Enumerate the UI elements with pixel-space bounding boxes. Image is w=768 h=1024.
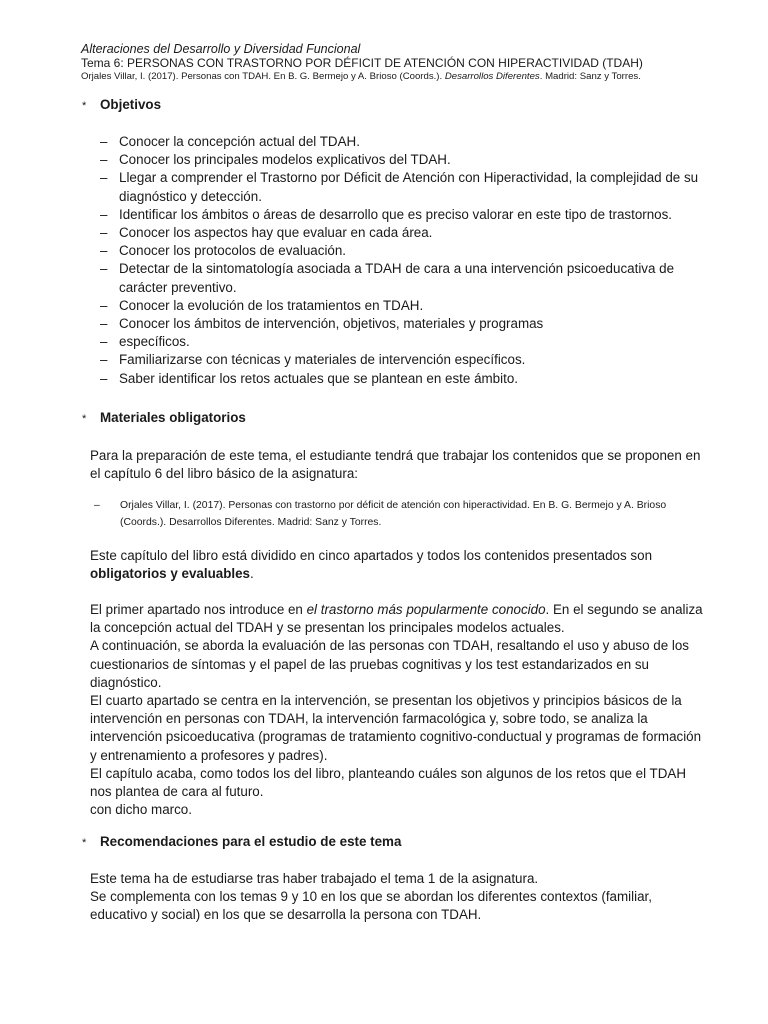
paragraph <box>90 547 710 583</box>
list-dash: – <box>100 316 108 332</box>
section-heading-text: Materiales obligatorios <box>100 410 246 425</box>
section-heading-objetivos <box>82 97 161 112</box>
paragraph: Para la preparación de este tema, el estudiante tendrá que trabajar los contenidos que se proponen en el capítulo 6 del libro básico de la asignatura: <box>90 448 701 482</box>
list-item <box>100 224 710 242</box>
list-item <box>100 242 710 260</box>
list-dash: – <box>100 334 108 350</box>
header-reference-suffix: . Madrid: Sanz y Torres. <box>539 71 641 82</box>
section-bullet: * <box>82 837 87 849</box>
list-item-text: específicos. <box>119 334 190 350</box>
list-item-text: Conocer la concepción actual del TDAH. <box>119 134 360 149</box>
list-dash: – <box>100 370 108 386</box>
list-dash: – <box>94 500 100 511</box>
list-item-text: Saber identificar los retos actuales que se plantean en este ámbito. <box>119 370 518 386</box>
list-item <box>100 206 710 224</box>
paragraph-text: El primer apartado nos introduce en <box>90 602 307 617</box>
reference-text: Orjales Villar, I. (2017). Personas con trastorno por déficit de atención con hiperactividad. En B. G. Bermejo y A. Brioso (Coords.). Desarrollos Diferentes. Madrid: Sanz y Torres. <box>120 500 667 528</box>
course-title: Alteraciones del Desarrollo y Diversidad Funcional <box>81 42 361 56</box>
list-item-text: Conocer los aspectos hay que evaluar en cada área. <box>119 225 433 241</box>
emphasis-text: obligatorios y evaluables <box>90 566 250 582</box>
list-dash: – <box>100 261 108 277</box>
paragraph: con dicho marco. <box>90 802 192 818</box>
list-item <box>100 151 710 169</box>
topic-title: Tema 6: PERSONAS CON TRASTORNO POR DÉFICIT DE ATENCIÓN CON HIPERACTIVIDAD (TDAH) <box>81 56 643 70</box>
chapter-division <box>90 547 710 583</box>
list-dash: – <box>100 134 108 149</box>
header-reference-book-title: Desarrollos Diferentes <box>444 71 540 82</box>
section-heading-text: Recomendaciones para el estudio de este tema <box>100 834 402 849</box>
chapter-summary <box>90 601 710 819</box>
italic-text: el trastorno más popularmente conocido <box>306 602 546 617</box>
list-dash: – <box>100 297 108 313</box>
paragraph: Se complementa con los temas 9 y 10 en los que se abordan los diferentes contextos (familiar, educativo y social) en los que se desarrolla la persona con TDAH. <box>90 889 652 923</box>
list-item <box>100 333 710 351</box>
list-item-text: Identificar los ámbitos o áreas de desarrollo que es preciso valorar en este tipo de trastornos. <box>119 206 673 222</box>
section-bullet: * <box>82 413 87 425</box>
header-reference-prefix: Orjales Villar, I. (2017). Personas con TDAH. En B. G. Bermejo y A. Brioso (Coords.). <box>81 71 445 82</box>
list-item <box>100 297 710 315</box>
study-recommendations <box>90 870 710 925</box>
paragraph: A continuación, se aborda la evaluación de las personas con TDAH, resaltando el uso y abuso de los cuestionarios de síntomas y el papel de las pruebas cognitivas y los test estandarizados en su diagnóstico. <box>90 638 689 690</box>
objectives-list <box>100 133 710 388</box>
paragraph: El capítulo acaba, como todos los del libro, planteando cuáles son algunos de los retos que el TDAH nos plantea de cara al futuro. <box>90 765 687 800</box>
list-dash: – <box>100 243 108 259</box>
paragraph-text: . En el segundo se analiza la concepción actual del TDAH y se presentan los principales modelos actuales. <box>90 602 703 636</box>
list-item <box>100 370 710 388</box>
list-dash: – <box>100 206 108 222</box>
section-heading-text: Objetivos <box>100 97 162 112</box>
paragraph-end: . <box>250 566 254 582</box>
list-item <box>100 133 710 151</box>
list-item-text: Conocer los protocolos de evaluación. <box>119 243 347 259</box>
materials-intro <box>90 447 710 483</box>
list-item <box>100 315 710 333</box>
list-dash: – <box>100 170 108 186</box>
list-item-text: Conocer la evolución de los tratamientos en TDAH. <box>119 297 424 313</box>
list-item <box>100 169 710 205</box>
list-dash: – <box>100 152 108 168</box>
list-dash: – <box>100 352 108 368</box>
required-reference <box>94 498 714 531</box>
list-item-text: Conocer los principales modelos explicativos del TDAH. <box>119 152 451 168</box>
paragraph: El cuarto apartado se centra en la intervención, se presentan los objetivos y principios básicos de la intervención en personas con TDAH, la intervención farmacológica y, sobre todo, se analiza la intervención psicoeducativa (programas de tratamiento cognitivo-conductual y programas de formación y entrenamiento a profesores y padres). <box>90 693 702 763</box>
paragraph-text: Este capítulo del libro está dividido en cinco apartados y todos los contenidos presentados son <box>90 548 653 563</box>
list-item <box>100 351 710 369</box>
list-item-text: Familiarizarse con técnicas y materiales de intervención específicos. <box>119 352 526 368</box>
header-reference <box>81 70 741 84</box>
list-item-text: Conocer los ámbitos de intervención, objetivos, materiales y programas <box>119 316 544 332</box>
section-bullet: * <box>82 100 87 112</box>
section-heading-recomendaciones <box>82 834 401 849</box>
document-header <box>81 42 741 84</box>
list-dash: – <box>100 225 108 241</box>
paragraph <box>90 601 710 637</box>
section-heading-materiales <box>82 410 246 425</box>
list-item <box>100 260 710 296</box>
list-item-text: Llegar a comprender el Trastorno por Déficit de Atención con Hiperactividad, la complejidad de su diagnóstico y detección. <box>119 170 699 204</box>
paragraph: Este tema ha de estudiarse tras haber trabajado el tema 1 de la asignatura. <box>90 871 539 886</box>
list-item-text: Detectar de la sintomatología asociada a TDAH de cara a una intervención psicoeducativa de carácter preventivo. <box>119 261 675 295</box>
